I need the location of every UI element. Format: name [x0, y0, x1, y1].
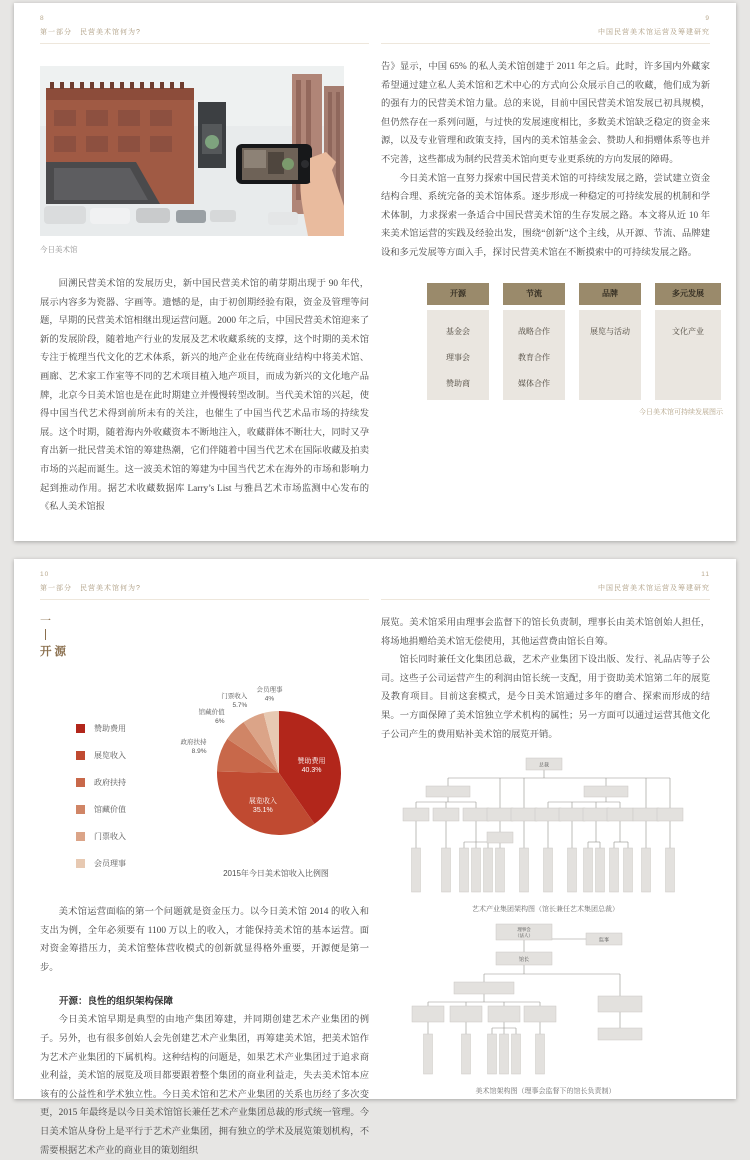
org-leaf-box: [512, 1034, 521, 1074]
legend-item: [76, 723, 183, 734]
chart-title: 2015年今日美术馆收入比例图: [223, 869, 329, 878]
diagram-column: 展览与活动: [579, 310, 641, 400]
org-leaf-box: [536, 1034, 545, 1074]
org-box-label: 理事会: [517, 927, 531, 933]
legend-item: [76, 750, 183, 761]
diagram-caption: 今日美术馆可持续发展图示: [639, 408, 723, 416]
page-8: [14, 3, 375, 541]
org-box: [426, 786, 470, 797]
section-divider: [45, 629, 46, 640]
org-box: [487, 832, 513, 843]
legend-item: [76, 804, 183, 815]
org-box: [487, 808, 513, 821]
org-leaf-box: [610, 848, 619, 892]
org-box-label: 监事: [598, 937, 610, 944]
org-leaf-box: [460, 848, 469, 892]
legend-swatch: [76, 832, 85, 841]
org-box: [583, 808, 609, 821]
legend-swatch: [76, 751, 85, 760]
pie-chart: [180, 665, 369, 885]
section-number: 一: [40, 615, 51, 627]
org-leaf-box: [568, 848, 577, 892]
org-leaf-box: [584, 848, 593, 892]
org-chart-museum: [381, 922, 710, 1083]
org-leaf-box: [500, 1034, 509, 1074]
org-leaf-box: [520, 848, 529, 892]
page-header: [381, 13, 710, 44]
legend-label: 馆藏价值: [94, 805, 126, 814]
org-chart-art-industry-group: [381, 756, 710, 901]
org-box: [657, 808, 683, 821]
body-paragraph: 今日美术馆一直努力探索中国民营美术馆的可持续发展之路，尝试建立资金结构合理、系统完备的美术馆体系。逐步形成一种稳定的可持续发展的机制和学术体制，力求探索一条适合中国民营美术馆的生存发展之路。本文将从近 10 年来美术馆运营的实践及经验出发，围绕“创新”这个主线，从开源、节流、品牌建设和多元发展等方面入手，探讨民营美术馆在不断摸索中的可持续发展之路。: [381, 173, 710, 258]
org-box: [633, 808, 659, 821]
museum-photo: [40, 66, 344, 236]
page-number: 9: [705, 15, 710, 22]
page-11: [375, 559, 736, 1099]
diagram-column: 基金会 理事会 赞助商: [427, 310, 489, 400]
body-paragraph: 告》显示，中国 65% 的私人美术馆创建于 2011 年之后。此时，许多国内外藏家希望通过建立私人美术馆和艺术中心的方式向公众展示自己的收藏，他们成为新的强有力的民营美术馆力量。总的来说，目前中国民营美术馆发展已初具规模，但仍然存在一系列问题，与过快的发展速度相比，多数美术馆缺乏稳定的资金来源，以及专业管理和政策支持，国内的美术馆基金会、赞助人和捐赠体系等也并不完善，这些都成为制约民营美术馆向更专业更系统的方向发展的障碍。: [381, 62, 710, 165]
org-box: [433, 808, 459, 821]
org-leaf-box: [488, 1034, 497, 1074]
page-10: [14, 559, 375, 1156]
org-box: [488, 1006, 520, 1022]
pie-slice-label: 馆藏价值 6%: [198, 708, 225, 725]
pie-slice-label: 门票收入 5.7%: [221, 692, 248, 709]
body-paragraph: 回溯民营美术馆的发展历史，新中国民营美术馆的萌芽期出现于 90 年代，展示内容多为瓷器、字画等。遗憾的是，由于初创期经验有限，资金及管理等问题，早期的民营美术馆相继出现运营问题。2000 年之后，中国民营美术馆迎来了新的发展阶段，随着地产行业的发展及艺术收藏系统的支撑，这个时期的美术馆专注于梳理当代文化的艺术体系，新兴的地产企业在传统商业结构中将美术馆、画廊、艺术家工作室等不同的艺术项目植入地产项目，而成为新兴的文化地产品牌，北京今日美术馆也是在此时期建立并慢慢转型改制。当代美术馆的兴起，使得中国当代艺术得到前所未有的关注，也催生了中国当代艺术品市场的持续发展。这个时期，随着海内外收藏资本不断地注入，收藏群体不断壮大，同时又孕育出新一批民营美术馆的筹建热潮，它们伴随着中国当代艺术在国际收藏及拍卖市场的兴起而诞生。这一波美术馆的筹建为中国当代艺术在海外的市场和影响力起到推动作用。据艺术收藏数据库 Larry’s List 与雅昌艺术市场监测中心发布的《私人美术馆报: [40, 279, 369, 513]
org-chart-caption: 美术馆架构图（理事会监督下的馆长负责制）: [475, 1088, 616, 1096]
org-box: [463, 808, 489, 821]
org-box: [524, 1006, 556, 1022]
pie-legend: [76, 723, 183, 885]
running-head-right: 中国民营美术馆运营及筹建研究: [598, 585, 710, 592]
pie-slice-label: 展览收入 35.1%: [248, 798, 277, 815]
org-box: [535, 808, 561, 821]
page-header: [381, 569, 710, 600]
running-head-left: 第一部分 民营美术馆何为?: [40, 29, 141, 36]
page-number: 8: [40, 15, 45, 22]
page-header: [40, 13, 369, 44]
org-chart-caption: 艺术产业集团架构图（馆长兼任艺术集团总裁）: [472, 906, 619, 914]
pie-slice-label: 政府扶持 8.9%: [180, 739, 207, 756]
diagram-header: 节流: [503, 283, 565, 305]
org-box: [598, 1028, 642, 1040]
org-leaf-box: [544, 848, 553, 892]
body-paragraph: 展览。美术馆采用由理事会监督下的馆长负责制，理事长由美术馆创始人担任，将场地捐赠给美术馆无偿使用，其他运营费由馆长自筹。: [381, 618, 710, 647]
org-box-label: 馆长: [518, 957, 530, 964]
diagram-header: 多元发展: [655, 283, 721, 305]
org-leaf-box: [442, 848, 451, 892]
org-box-label: 总裁: [538, 762, 550, 769]
page-number: 11: [701, 571, 710, 578]
legend-swatch: [76, 778, 85, 787]
sustainable-development-diagram: [427, 283, 723, 400]
legend-swatch: [76, 724, 85, 733]
running-head-right: 中国民营美术馆运营及筹建研究: [598, 29, 710, 36]
org-box-label: （法人）: [515, 933, 533, 939]
subsection-heading: 开源：良性的组织架构保障: [59, 997, 174, 1008]
legend-label: 门票收入: [94, 832, 126, 841]
org-box: [454, 982, 514, 994]
legend-label: 政府扶持: [94, 778, 126, 787]
running-head-left: 第一部分 民营美术馆何为?: [40, 585, 141, 592]
org-box: [511, 808, 537, 821]
org-leaf-box: [462, 1034, 471, 1074]
income-pie-chart-block: [40, 665, 369, 885]
diagram-header: 品牌: [579, 283, 641, 305]
pie-slice-label: 赞助费用 40.3%: [297, 757, 326, 774]
org-box: [607, 808, 633, 821]
org-box: [584, 786, 628, 797]
org-box: [450, 1006, 482, 1022]
org-leaf-box: [642, 848, 651, 892]
org-leaf-box: [496, 848, 505, 892]
legend-label: 会员理事: [94, 859, 126, 868]
diagram-column: 战略合作 教育合作 媒体合作: [503, 310, 565, 400]
org-leaf-box: [666, 848, 675, 892]
page-header: [40, 569, 369, 600]
page-number: 10: [40, 571, 50, 578]
org-box: [559, 808, 585, 821]
legend-swatch: [76, 805, 85, 814]
legend-swatch: [76, 859, 85, 868]
org-leaf-box: [472, 848, 481, 892]
section-title: 开源: [40, 646, 69, 658]
page-spread-8-9: [14, 3, 736, 541]
body-paragraph: 美术馆运营面临的第一个问题就是资金压力。以今日美术馆 2014 的收入和支出为例，全年必须要有 1100 万以上的收入，才能保持美术馆的基本运营。面对资金筹措压力，美术馆整体营收模式的创新就显得格外重要，开源便是第一步。: [40, 907, 369, 973]
org-box: [403, 808, 429, 821]
legend-label: 展览收入: [94, 751, 126, 760]
body-paragraph: 馆长同时兼任文化集团总裁，艺术产业集团下设出版、发行、礼品店等子公司。这些子公司运营产生的利润由馆长统一支配，用于资助美术馆第二年的展览及教育项目。目前这套模式，是今日美术馆通过多年的磨合、探索而形成的结果。一方面保障了美术馆独立学术机构的属性；另一方面可以通过运营其他文化子公司产生的费用贴补美术馆的展览开销。: [381, 655, 710, 740]
org-box: [598, 996, 642, 1012]
org-leaf-box: [424, 1034, 433, 1074]
photo-caption: 今日美术馆: [40, 245, 78, 254]
diagram-header: 开源: [427, 283, 489, 305]
page-spread-10-11: [14, 559, 736, 1156]
legend-item: [76, 831, 183, 842]
legend-item: [76, 777, 183, 788]
org-leaf-box: [412, 848, 421, 892]
diagram-column: 文化产业: [655, 310, 721, 400]
org-leaf-box: [624, 848, 633, 892]
org-leaf-box: [484, 848, 493, 892]
body-paragraph: 今日美术馆早期是典型的由地产集团筹建，并同期创建艺术产业集团的例子。另外，也有很多创始人会先创建艺术产业集团，再筹建美术馆，把美术馆作为艺术产业集团的下属机构。这种结构的问题是，如果艺术产业集团过于追求商业利益，美术馆的展览及项目都要跟着整个集团的商业利益走，失去美术馆本应该有的公益性和学术独立性。今日美术馆和艺术产业集团的关系也历经了多次变更，2015 年最终是以今日美术馆馆长兼任艺术产业集团总裁的形式统一管理。今日美术馆从身份上是平行于艺术产业集团，拥有独立的学术及展览策划机构，不需要根据艺术产业的商业目的策划组织: [40, 1015, 369, 1156]
pie-slice-label: 会员理事 4%: [256, 686, 283, 703]
section-heading: [40, 616, 369, 659]
legend-item: [76, 858, 183, 869]
org-leaf-box: [596, 848, 605, 892]
page-9: [375, 3, 736, 541]
org-box: [412, 1006, 444, 1022]
legend-label: 赞助费用: [94, 724, 126, 733]
